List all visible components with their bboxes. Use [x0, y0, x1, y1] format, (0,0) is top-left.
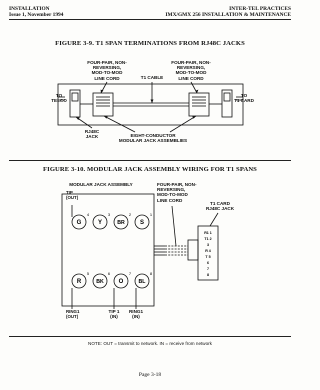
bottom-pin-row	[72, 271, 153, 288]
jack-pin-labels	[204, 231, 212, 277]
eight-conductor-line-2: MODULAR JACK ASSEMBLIES	[118, 138, 188, 144]
svg-text:R: R	[76, 279, 82, 285]
right-cord-line-3: MOD-TO-MOD	[175, 70, 207, 76]
to-t1-card-line-1: TO	[240, 93, 248, 98]
svg-text:7: 7	[128, 271, 132, 276]
pin-6-black	[93, 271, 111, 288]
svg-text:3: 3	[107, 212, 111, 217]
left-rj48c-port	[72, 93, 78, 101]
svg-text:BR: BR	[117, 220, 125, 226]
t1-span-diagram	[0, 0, 300, 150]
pin-7-orange	[114, 271, 132, 288]
jack-pin-1: R1 1	[204, 231, 212, 235]
jack-cord-line-4: LINE CORD	[157, 197, 183, 203]
figure-separator	[9, 160, 291, 161]
svg-text:1: 1	[149, 212, 153, 217]
jack-cord-line-2: REVERSING,	[157, 187, 186, 193]
diagram-frame	[58, 84, 243, 125]
left-cord-line-2: REVERSING,	[92, 65, 122, 71]
ring1-in-line-1: RING1	[128, 309, 144, 314]
svg-text:4: 4	[86, 212, 90, 217]
assembly-label: MODULAR JACK ASSEMBLY	[69, 182, 133, 187]
jack-pin-5: T 5	[205, 255, 211, 259]
left-cord-line-4: LINE CORD	[94, 75, 120, 81]
modular-jack-assembly-box	[62, 194, 154, 306]
bottom-rule	[9, 336, 291, 337]
svg-text:BL: BL	[138, 279, 146, 285]
jack-line-cord	[165, 246, 188, 255]
jack-pin-3: 3	[207, 243, 209, 247]
ring-out-line-1: RING1	[66, 309, 80, 314]
rj48c-jack-line-2: JACK	[85, 134, 99, 140]
svg-text:5: 5	[86, 271, 90, 276]
top-pin-row	[72, 212, 153, 229]
pin-8-blue	[135, 271, 153, 288]
svg-text:BK: BK	[96, 279, 104, 285]
svg-text:6: 6	[107, 271, 111, 276]
pin-3-yellow	[93, 212, 111, 229]
left-cord-line-1: FOUR-PAIR, NON-	[87, 60, 127, 65]
header-section: INSTALLATION	[9, 6, 50, 12]
left-modular-assembly	[93, 93, 113, 116]
svg-text:Y: Y	[97, 220, 103, 226]
t1-cable-label: T1 CABLE	[140, 75, 164, 80]
jack-pin-4: R 4	[205, 249, 211, 253]
tip1-in-line-1: TIP 1	[108, 309, 120, 314]
figure-3-10-caption: FIGURE 3-10. MODULAR JACK ASSEMBLY WIRING FOR T1 SPANS	[43, 166, 257, 173]
t1-card-line-2: RJ48C JACK	[205, 206, 235, 212]
pin-1-slate	[135, 212, 153, 229]
header-manual-title: IMX/GMX 256 INSTALLATION & MAINTENANCE	[165, 12, 291, 18]
to-telco-line-1: TO	[55, 93, 63, 98]
header-practices: INTER-TEL PRACTICES	[229, 6, 291, 12]
right-rj48c-port	[224, 93, 230, 101]
jack-cord-line-3: MOD-TO-MOD	[157, 192, 188, 198]
pin-2-brown	[114, 212, 132, 229]
rj48c-jack-line-1: RJ48C	[84, 129, 100, 134]
right-cord-line-4: LINE CORD	[178, 75, 204, 81]
t1-card-line-1: T1 CARD	[210, 201, 230, 206]
page-number: Page 3-18	[138, 372, 162, 378]
svg-text:O: O	[118, 279, 124, 285]
tip-out-line-1: TIP	[66, 190, 73, 195]
left-rj48c-housing	[70, 90, 80, 117]
wiring-note: NOTE: OUT = transmit to network. IN = receive from network	[88, 341, 212, 346]
to-t1-card-line-2: T1 CARD	[234, 98, 254, 104]
ring1-in-line-2: (IN)	[132, 314, 140, 320]
header-issue: Issue 1, November 1994	[9, 12, 64, 18]
jack-pin-2: T1 2	[204, 237, 212, 241]
eight-conductor-line-1: EIGHT-CONDUCTOR	[130, 133, 176, 138]
jack-pin-6: 6	[207, 261, 209, 265]
tip1-in-line-2: (IN)	[110, 314, 118, 320]
pin-4-green	[72, 212, 90, 229]
figure-3-9-caption: FIGURE 3-9. T1 SPAN TERMINATIONS FROM RJ48C JACKS	[55, 40, 245, 47]
pin-5-red	[72, 271, 90, 288]
right-cord-line-2: REVERSING,	[176, 65, 206, 71]
svg-text:8: 8	[149, 271, 153, 276]
svg-text:G: G	[76, 220, 82, 226]
tip-out-line-2: (OUT)	[66, 195, 79, 200]
right-modular-assembly	[189, 93, 209, 116]
right-rj48c-housing	[222, 90, 232, 117]
svg-text:S: S	[139, 220, 145, 226]
right-cord-line-1: FOUR-PAIR, NON-	[171, 60, 211, 65]
left-cord-line-3: MOD-TO-MOD	[91, 70, 123, 76]
jack-pin-8: 8	[207, 273, 209, 277]
jack-pin-7: 7	[207, 267, 209, 271]
to-telco-line-2: TELCO	[51, 98, 67, 104]
jack-cord-line-1: FOUR-PAIR, NON-	[157, 182, 197, 187]
ring-out-line-2: (OUT)	[66, 314, 79, 319]
modular-jack-wiring-diagram	[0, 180, 300, 330]
jack-plug	[188, 240, 198, 260]
svg-text:2: 2	[128, 212, 132, 217]
